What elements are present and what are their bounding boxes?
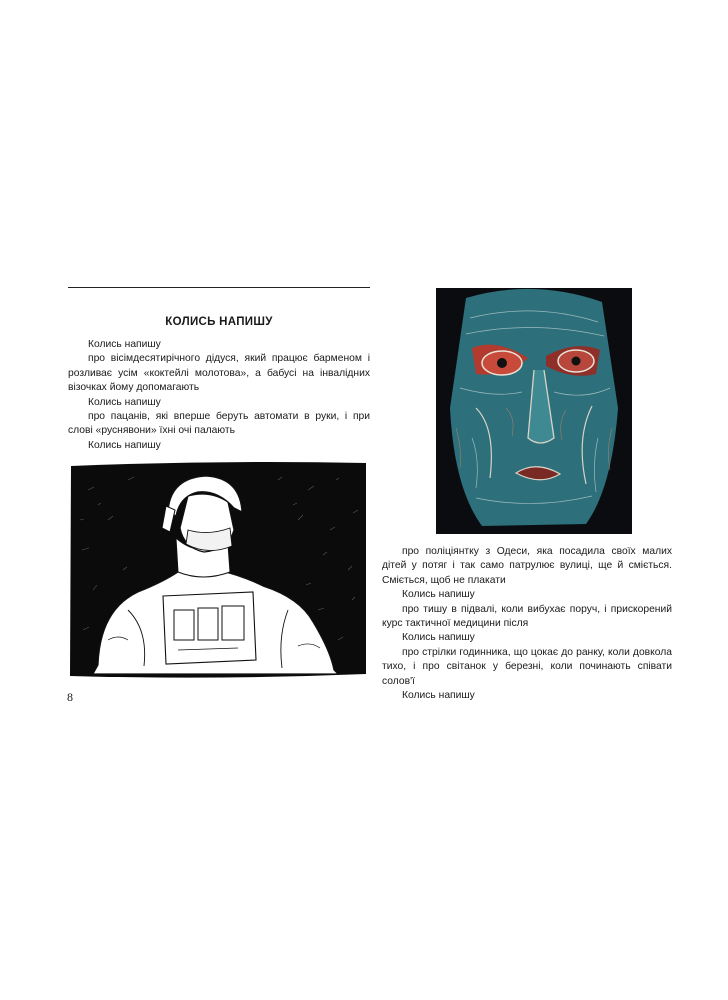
artist-signature: Fusik'24: [306, 662, 329, 668]
poem-line: Колись напишу: [402, 632, 475, 644]
poem-line: про поліціянтку з Одеси, яка посадила своїх малих дітей у потяг і так само патрулює вулиці, ще й сміється. Сміється, щоб не плакати: [382, 546, 672, 586]
soldier-illustration: [68, 460, 368, 680]
poem-line: про тишу в підвалі, коли вибухає поруч, і прискорений курс тактичної медицини після: [382, 603, 672, 630]
top-rule: [68, 287, 370, 288]
poem-line: Колись напишу: [402, 690, 475, 702]
poem-line: Колись напишу: [88, 396, 161, 408]
page-number: 8: [67, 690, 73, 704]
face-painting: [436, 288, 632, 534]
poem-line: про стрілки годинника, що цокає до ранку, коли довкола тихо, і про світанок у березні, коли починають співати солов'ї: [382, 646, 672, 687]
poem-title: КОЛИСЬ НАПИШУ: [165, 316, 273, 328]
poem-line: про пацанів, які вперше беруть автомати в руки, і при слові «руснявони» їхні очі палають: [68, 411, 370, 437]
poem-line: про вісімдесятирічного дідуся, який працює барменом і розливає усім «коктейлі молотова», а бабусі на інвалідних візочках йому допомагають: [68, 353, 370, 394]
face-artwork: [436, 288, 632, 534]
poem-line: Колись напишу: [88, 439, 161, 451]
poem-left-column: [68, 338, 370, 453]
poem-line: Колись напишу: [88, 339, 161, 350]
soldier-drawing: [68, 460, 368, 680]
poem-line: Колись напишу: [402, 589, 475, 601]
poem-right-column: [382, 545, 672, 703]
